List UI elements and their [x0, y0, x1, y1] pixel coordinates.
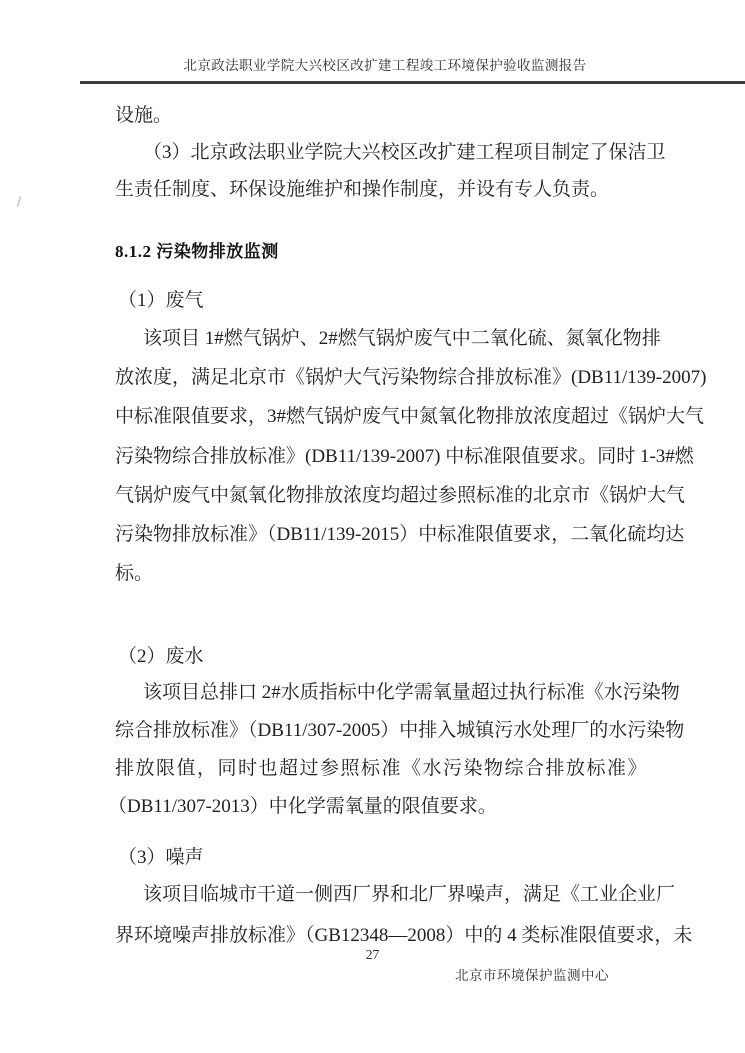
- body-line: 界环境噪声排放标准》（GB12348—2008）中的 4 类标准限值要求，未: [115, 925, 693, 946]
- header-rule: [80, 81, 745, 84]
- gas-paragraph: [115, 319, 707, 593]
- body-line: 该项目临城市干道一侧西厂界和北厂界噪声，满足《工业企业厂: [143, 884, 676, 905]
- body-line: 污染物排放标准》（DB11/139-2015）中标准限值要求，二氧化硫均达: [115, 523, 685, 545]
- water-paragraph: [108, 674, 685, 826]
- page-number: 27: [365, 947, 380, 962]
- body-line: 该项目总排口 2#水质指标中化学需氧量超过执行标准《水污染物: [143, 682, 680, 703]
- body-line: 生责任制度、环保设施维护和操作制度，并设有专人负责。: [115, 179, 610, 200]
- body-line: 标。: [115, 563, 154, 585]
- subsection-label-gas: （1）废气: [118, 290, 204, 311]
- body-line: 排放限值，同时也超过参照标准《水污染物综合排放标准》: [115, 758, 649, 779]
- body-line: 放浓度，满足北京市《锅炉大气污染物综合排放标准》(DB11/139-2007): [115, 367, 707, 389]
- body-line: 中标准限值要求，3#燃气锅炉废气中氮氧化物排放浓度超过《锅炉大气: [115, 406, 705, 428]
- body-line: （DB11/307-2013）中化学需氧量的限值要求。: [108, 796, 497, 817]
- subsection-label-noise: （3）噪声: [118, 847, 204, 868]
- body-line: 设施。: [115, 105, 173, 126]
- body-line: 该项目 1#燃气锅炉、2#燃气锅炉废气中二氧化硫、氮氧化物排: [143, 328, 661, 349]
- noise-paragraph: [115, 874, 693, 956]
- page-header-title: 北京政法职业学院大兴校区改扩建工程竣工环境保护验收监测报告: [183, 58, 587, 73]
- footer-organization: 北京市环境保护监测中心: [455, 968, 609, 983]
- body-line: 综合排放标准》（DB11/307-2005）中排入城镇污水处理厂的水污染物: [115, 720, 685, 741]
- subsection-label-water: （2）废水: [118, 646, 204, 667]
- section-heading-8-1-2: 8.1.2 污染物排放监测: [115, 242, 279, 261]
- body-line: 污染物综合排放标准》(DB11/139-2007) 中标准限值要求。同时 1-3#燃: [115, 445, 694, 467]
- intro-paragraph: [115, 97, 666, 208]
- body-line: 气锅炉废气中氮氧化物排放浓度均超过参照标准的北京市《锅炉大气: [115, 484, 686, 506]
- scan-artifact: [17, 196, 22, 207]
- body-line: （3）北京政法职业学院大兴校区改扩建工程项目制定了保洁卫: [143, 142, 666, 163]
